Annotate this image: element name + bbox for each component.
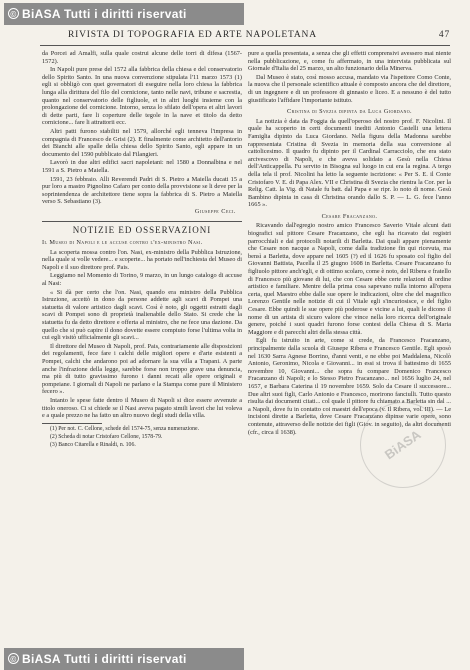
footnote: (2) Scheda di notar Cristofaro Cellone, 1578-79. <box>50 433 163 440</box>
left-column <box>42 50 242 450</box>
article-heading: Cesare Fracanzano. <box>321 212 378 220</box>
footnote-rule <box>42 423 102 424</box>
footnote: (3) Banco Citarella e Rinaldi, n. 106. <box>50 441 136 448</box>
paragraph: 1591, 23 febbraio. Alli Reverendi Padri di S. Pietro a Maiella ducati 15 a pur loro a mastro Pignolino Cafaro per conto della provvisione se li deve per la soprintendenza de architettore tiene sopra la fabbrica di S. Pietro a Maiella verso S. Sebastiano (3). <box>42 175 242 206</box>
paragraph: La notizia è data da Foggia da quell'operoso del nostro prof. F. Nicolini. Il quale ha scoperto in certi documenti inediti Antonio Castelli una lettera Famiglia dipinto da Luca Giordano. Nella figura della Madonna sarebbe rappresentata Cristina di Svezia in memoria della sua conversione al cattolicesimo. Il quadro fu dipinto per il Cardinal Carracciolo, che era stato arcivescovo di Napoli, e che aveva solidato a Gesù nella Chiesa dell'Anticappella. Fu servito in Bisogna sul luogo in cui era la regina. A tergo della tela il prof. Nicolini ha letto la seguente iscrizione: « Per S. E. il Conte Cristofaro V. E. di Papa Alex. VII e Christina di Svezia che rientra la Cor. per la Relig. Catt. la Vig. di Natale fu batt. dal Papa e se ripr. lo noto di nome. Gesù Bambino dipinta in casa di Christina orando dallo S. P. — L. G. fece l'anno 1665 ». <box>248 117 451 209</box>
paragraph: Dal Museo è stato, così mosso accusa, mandato via l'ispettore Como Conte, la nuova che il personale scientifico attuale è composto ancora che del direttore, di un ingegnere e di un professore di ginnasio e liceo. E a nessuno è del tutto giustificato l'affidare l'importante istituto. <box>248 73 451 104</box>
copyright-icon: © <box>8 8 19 19</box>
paragraph: da Porcei ad Amalfi, sulla quale costrui alcune delle torri di difesa (1567-1572). <box>42 50 242 65</box>
section-title: NOTIZIE ED OSSERVAZIONI <box>42 221 242 235</box>
paragraph: Egli fu istruito in arte, come si crede, da Francesco Fracanzano, principalmente dalla scuola di Giusepe Ribera e Francesco Gentile. Egli sposò nel 1630 Sarra Agnese Borrino, d'anni venti, e ne ebbe poi Maddalena, Nicolò Antonio, Geronimo, Nicola e Giovanni... in essi si trova il battesimo di 1655 novembre 10, Giovanni... che sopra fu compare Domenico Francesco Fracanzano di Napoli; e lo Stesso Pietro Fracanzano... nel 1656 luglio 24, nel 1657, e Barbara Caterina il 19 novembre 1659. Solo da Cesare il successore... Due altri suoi figli, Carlo Antonio e Francesco, morirono fanciulli. Tutto questo risulta dai documenti citati... col quale il pittore fu chiamato a Barletta sin dal ... a Napoli, dove fu in contatto coi maestri dell'epoca (v. Il Ribera, vol. III). — Le incisioni dirette a Barletta, dove Cesare Fracanzano dipinse varie opere, sono contenute, attraverso delle notizie dei figli (Giov. in seguito), da altri documenti (cfr., circa il 1638). <box>248 337 451 436</box>
paragraph: La scoperta mossa contro l'on. Nasi, ex-ministro della Pubblica Istruzione, nella quale si volle vedere... e scoperte... ha portato nell'inchiesta del Museo di Napoli e il suo direttore prof. Pais. <box>42 248 242 271</box>
paragraph: Il direttore del Museo di Napoli, prof. Pais, contrariamente alle disposizioni dei regolamenti, fece fare i calchi delle migliori opere e d'arte esistenti a Pompei, calchi che andarono poi ad adornare la sua villa a Trapani. A parte anche l'infrazione della legge, sarebbe forse non troppo grave una denuncia, ma più di tutto gravissimo furono i danni recati alle opere originali e pompeiane. I giornali di Napoli ne parlano e la Stampa come pure il Ministero fecero ». <box>42 342 242 396</box>
copyright-icon: © <box>8 653 19 664</box>
paragraph: « Si dà per certo che l'on. Nasi, quando era ministro della Pubblica Istruzione, accettò in dono da persone addette agli scavi di Pompei una statuetta di valore artistico dagli scavi. Così è noto, gli oggetti estratti dagli scavi di Pompei sono di proprietà inalienabile dello Stato. Si crede che la statuetta fu da detto direttore e offerta al ministro, che ne fece una dazione. Da quello che si può capire il dono dovette essere compiuto forse l'ultima volta in cui egli visitò ufficialmente gli scavi... <box>42 288 242 342</box>
paragraph: In Napoli pure prese del 1572 alla fabbrica della chiesa e del conservatorio dello Spirito Santo. In una nuova convenzione stipulata l'11 marzo 1573 (1) egli si obbligò con quei governatori di eseguire nella loro chiesa la fabbrica lunga alla dirittura del filo del cornicione, tanto nelle navi, tribune e sacrestia, quanto nel conservatorio delle figliuole, et in altri luoghi insieme con la prolongazione del cornicione. Intorno, senza lo sfilato dell'opera et altri lavori di dette parti, fare li coperture delle tegole in la nave et titolo da detto cornicione... fare li attrattorii ecc. <box>42 66 242 127</box>
footnote: (1) Per not. C. Cellone, schede del 1574-75, senza numerazione. <box>50 425 200 432</box>
library-stamp: BiASA <box>343 385 463 505</box>
subsection-title: Il Museo di Napoli e le accuse contro l'ex-ministro Nasi. <box>42 239 203 247</box>
paragraph: pure a quella presentata, a senza che gli effetti comprensivi avessero mai niente nella pubblicazione, e, come fu affermato, in una intervista pubblicata sul Giornale d'Italia del 25 marzo, un alto funzionario della Minerva. <box>248 50 451 73</box>
paragraph: Leggiamo nel Momento di Torino, 9 marzo, in un lungo catalogo di accuse al Nasi: <box>42 272 242 288</box>
paragraph: Ricavando dall'egregio nostro amico Francesco Saverio Vitale alcuni dati biografici sul pittore Cesare Fracanzano, che egli ha ricavato dai registri parrocchiali e dai protocolli notarili di Barletta. Dai quali appare pienamente che Cesare non nacque a Napoli, come dalla tradizione fin qui ricevuta, ma bensì a Barletta, dove appare nel 1605 (?) ed il 1626 fu sposato col figlio del Giovanni Battista, Pacella il 25 giugno 1608 in Barletta. Cesare Fracanzano fu figliuolo pittore anch'egli, e di ottimo scolaro, come è noto, del Ribera e fratello di Francesco più giovane di lui, che con Cesare ebbe certe relazioni di ordine artistico e familiare. Mentre della prima cosa sapevano nulla intorno all'opera certa, quel Maestro ebbe dalle sue opere le indicazioni, oltre che del magnifico Lorenzo Gentile nelle notizie di cui il Vitale egli s'incuriosisce, e del figlio Cesare. Ebbe quindi le sue opere più poderose e vicine a lui, quali le dicono il nome di un artista di sicuro valore che vince nella loro ricerca dell'originale genere, poiché i suoi quadri furono forse contesi della Chiesa di S. Maria Maggiore e di parecchi altri della stessa città. <box>248 222 451 336</box>
author-signature: Giuseppe Ceci. <box>194 207 236 215</box>
journal-title: RIVISTA DI TOPOGRAFIA ED ARTE NAPOLETANA <box>68 30 317 40</box>
page-number: 47 <box>438 30 450 40</box>
article-heading: Cristina di Svezia dipinta da Luca Giordano. <box>286 108 413 116</box>
right-column <box>248 50 451 437</box>
watermark-text: BiASA Tutti i diritti riservati <box>22 652 187 666</box>
header-rule <box>40 45 450 46</box>
paragraph: Altri patti furono stabiliti nel 1579, allorché egli tenneva l'impresa in compagnia di Francesco de Grisi (2). E finalmente come architetto dell'antorio dei Bianchi alle spalle della chiesa dello Spirito Santo, egli appare in un documento del 1590 pubblicato dal Filangieri. <box>42 127 242 158</box>
watermark-text: BiASA Tutti i diritti riservati <box>22 7 187 21</box>
running-head <box>40 30 450 44</box>
watermark-banner-bottom <box>4 648 244 670</box>
paragraph: Lavorò in due altri edifici sacri napoletani: nel 1580 a Donnalbina e nel 1591 a S. Pietro a Maiella. <box>42 159 242 174</box>
watermark-banner-top <box>4 3 244 25</box>
paragraph: Intanto le spese fatte dentro il Museo di Napoli si dice essere avvenute a titolo oneroso. Ci si chiede se il Nasi aveva pagato simili lavori che lui voleva e a quale prezzo ne ha fatto un altro nuovo degli studi della villa. <box>42 396 242 420</box>
